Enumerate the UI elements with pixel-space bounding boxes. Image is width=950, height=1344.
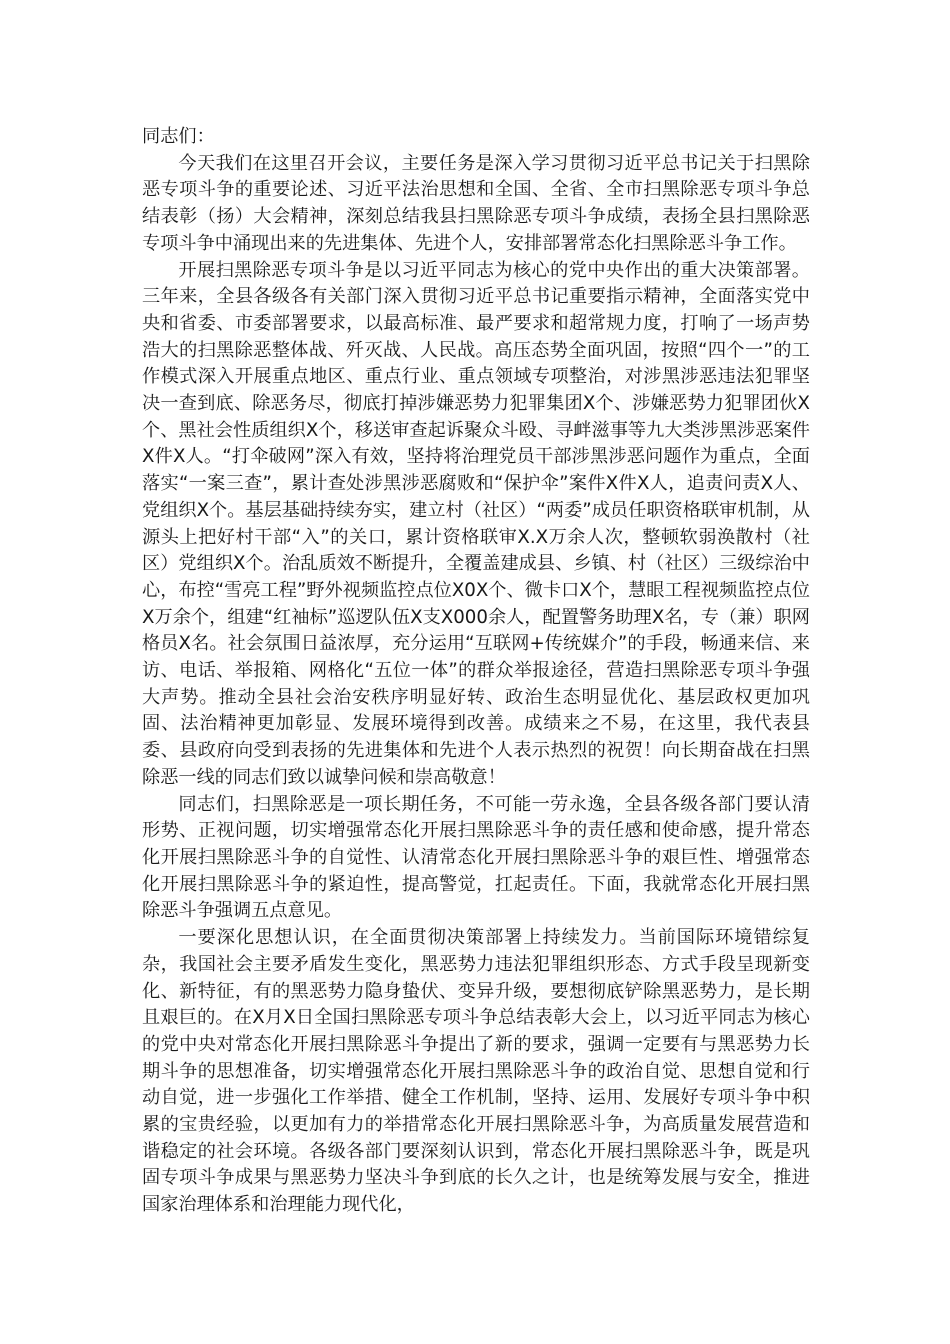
paragraph-opening: 今天我们在这里召开会议，主要任务是深入学习贯彻习近平总书记关于扫黑除恶专项斗争的重要论述、习近平法治思想和全国、全省、全市扫黑除恶专项斗争总结表彰（扬）大会精神，深刻总结我县扫黑除恶专项斗争成绩，表扬全县扫黑除恶专项斗争中涌现出来的先进集体、先进个人，安排部署常态化扫黑除恶斗争工作。 [142,152,810,254]
salutation: 同志们： [142,126,215,147]
paragraph-point-one: 一要深化思想认识，在全面贯彻决策部署上持续发力。当前国际环境错综复杂，我国社会主要矛盾发生变化，黑恶势力违法犯罪组织形态、方式手段呈现新变化、新特征，有的黑恶势力隐身蛰伏、变异升级，要想彻底铲除黑恶势力，是长期且艰巨的。在X月X日全国扫黑除恶专项斗争总结表彰大会上，以习近平同志为核心的党中央对常态化开展扫黑除恶斗争提出了新的要求，强调一定要有与黑恶势力长期斗争的思想准备，切实增强常态化开展扫黑除恶斗争的政治自觉、思想自觉和行动自觉，进一步强化工作举措、健全工作机制，坚持、运用、发展好专项斗争中积累的宝贵经验，以更加有力的举措常态化开展扫黑除恶斗争，为高质量发展营造和谐稳定的社会环境。各级各部门要深刻认识到，常态化开展扫黑除恶斗争，既是巩固专项斗争成果与黑恶势力坚决斗争到底的长久之计，也是统筹发展与安全，推进国家治理体系和治理能力现代化， [142,927,810,1216]
speech-text-body [142,124,810,1219]
paragraph-achievements: 开展扫黑除恶专项斗争是以习近平同志为核心的党中央作出的重大决策部署。三年来，全县各级各有关部门深入贯彻习近平总书记重要指示精神，全面落实党中央和省委、市委部署要求，以最高标准、最严要求和超常规力度，打响了一场声势浩大的扫黑除恶整体战、歼灭战、人民战。高压态势全面巩固，按照“四个一”的工作模式深入开展重点地区、重点行业、重点领域专项整治，对涉黑涉恶违法犯罪坚决一查到底、除恶务尽，彻底打掉涉嫌恶势力犯罪集团X个、涉嫌恶势力犯罪团伙X个、黑社会性质组织X个，移送审查起诉聚众斗殴、寻衅滋事等九大类涉黑涉恶案件X件X人。“打伞破网”深入有效，坚持将治理党员干部涉黑涉恶问题作为重点，全面落实“一案三查”，累计查处涉黑涉恶腐败和“保护伞”案件X件X人，追责问责X人、党组织X个。基层基础持续夯实，建立村（社区）“两委”成员任职资格联审机制，从源头上把好村干部“入”的关口，累计资格联审X.X万余人次，整顿软弱涣散村（社区）党组织X个。治乱质效不断提升，全覆盖建成县、乡镇、村（社区）三级综治中心，布控“雪亮工程”野外视频监控点位X0X个、微卡口X个，慧眼工程视频监控点位X万余个，组建“红袖标”巡逻队伍X支X000余人，配置警务助理X名，专（兼）职网格员X名。社会氛围日益浓厚，充分运用“互联网+传统媒介”的手段，畅通来信、来访、电话、举报箱、网格化“五位一体”的群众举报途径，营造扫黑除恶专项斗争强大声势。推动全县社会治安秩序明显好转、政治生态明显优化、基层政权更加巩固、法治精神更加彰显、发展环境得到改善。成绩来之不易，在这里，我代表县委、县政府向受到表扬的先进集体和先进个人表示热烈的祝贺！向长期奋战在扫黑除恶一线的同志们致以诚挚问候和崇高敬意！ [142,259,810,788]
paragraph-long-term-task: 同志们，扫黑除恶是一项长期任务，不可能一劳永逸，全县各级各部门要认清形势、正视问题，切实增强常态化开展扫黑除恶斗争的责任感和使命感，提升常态化开展扫黑除恶斗争的自觉性、认清常态化开展扫黑除恶斗争的艰巨性、增强常态化开展扫黑除恶斗争的紧迫性，提高警觉，扛起责任。下面，我就常态化开展扫黑除恶斗争强调五点意见。 [142,793,810,922]
